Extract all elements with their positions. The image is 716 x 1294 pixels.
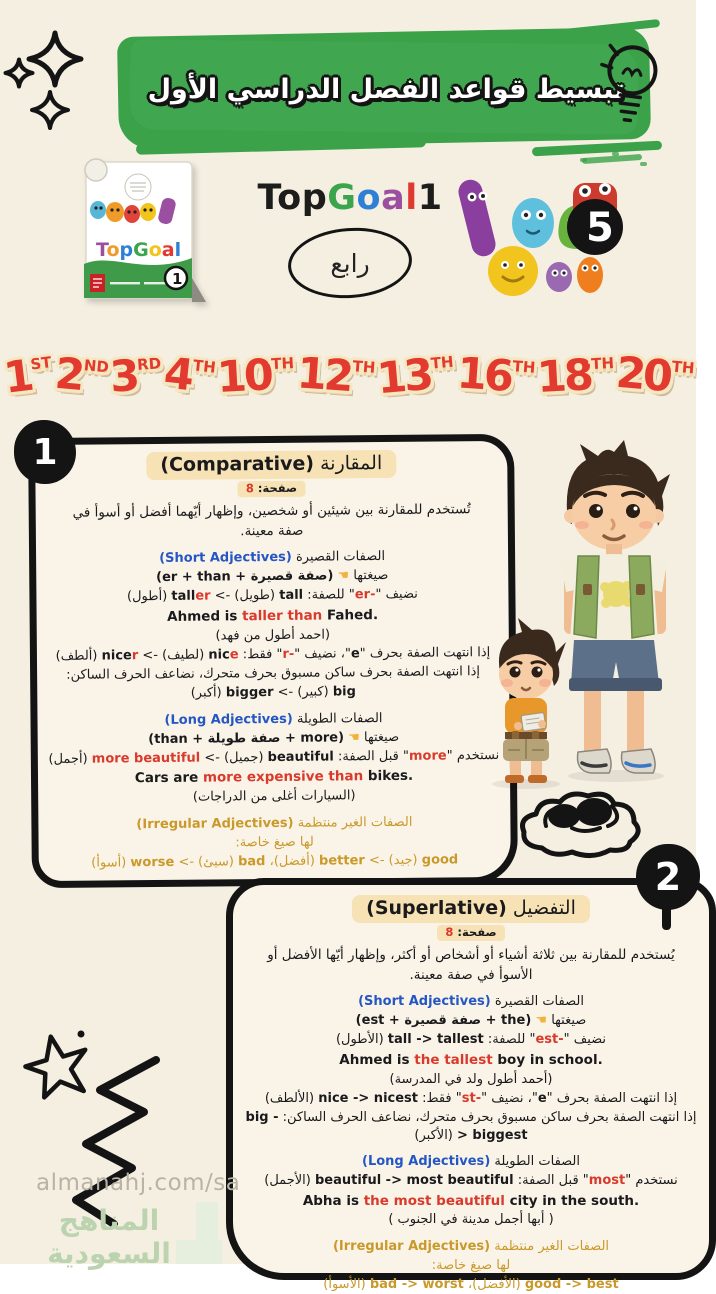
short-adjectives-block (46, 547, 499, 704)
boys-illustration (478, 434, 694, 786)
page-title: تبسيط قواعد الفصل الدراسي الأول (147, 73, 625, 105)
ordinal-item: 10TH (215, 350, 295, 403)
example-line-en: Cars are more expensive than bikes. (134, 767, 414, 787)
ordinal-item: 4TH (161, 348, 218, 402)
irregular-sub: لها صيغ خاصة: (235, 834, 314, 851)
example-line-ar: (أحمد أطول ولد في المدرسة) (389, 1071, 553, 1087)
rule-line: إذا انتهت الصفة بحرف "e"، نضيف "-st" فقط: nice -> nicest (الألطف) (264, 1090, 678, 1106)
short-adjectives-block (245, 993, 697, 1144)
example-line-en: Abha is the most beautiful city in the south. (302, 1192, 640, 1209)
ordinal-item: 2ND (53, 348, 110, 401)
long-adjectives-heading: الصفات الطويلة (Long Adjectives) (362, 1154, 580, 1170)
example-line-ar: (السيارات أغلى من الدراجات) (192, 788, 356, 805)
formula-line: صيغتها ☚ (the + صفة قصيرة + est) (355, 1013, 587, 1029)
logo-title: TopGoal1 (257, 178, 443, 218)
short-adjectives-heading: الصفات القصيرة (Short Adjectives) (159, 549, 386, 567)
irregular-line: good (جيد) -> better (أفضل)، bad (سيئ) -> worse (أسوأ) (91, 852, 459, 871)
page-reference: صفحة: 8 (45, 479, 497, 499)
long-adjectives-heading: الصفات الطويلة (Long Adjectives) (164, 710, 383, 728)
rule-line: نستخدم "more" قبل الصفة: beautiful (جميل) -> more beautiful (أجمل) (48, 748, 500, 767)
number-5-badge (567, 199, 623, 255)
rule-line: إذا انتهت الصفة بحرف "e"، نضيف "-r" فقط: nice (لطيف) -> nicer (ألطف) (55, 644, 491, 664)
irregular-heading: الصفات الغير منتظمة (Irregular Adjectives) (136, 814, 413, 832)
section-1-badge: 1 (14, 420, 76, 484)
book-cover (84, 160, 198, 304)
cloud-scribble-icon (512, 788, 648, 864)
lightbulb-icon (592, 31, 665, 134)
irregular-adjectives-block (245, 1238, 697, 1294)
section-title: المقارنة (Comparative) (146, 450, 396, 480)
section-description: تُستخدم للمقارنة بين شيئين أو شخصين، وإظهار أيّهما أفضل أو أسوأ في صفة معينة. (72, 501, 471, 539)
characters-illustration (455, 165, 660, 313)
example-line-en: Ahmed is taller than Fahed. (167, 606, 379, 625)
ordinal-item: 18TH (535, 350, 614, 403)
rule-line: نستخدم "most" قبل الصفة: beautiful -> most beautiful (الأجمل) (264, 1173, 678, 1189)
short-adjectives-heading: الصفات القصيرة (Short Adjectives) (358, 994, 584, 1010)
ordinal-item: 1ST (1, 350, 53, 404)
ordinal-item: 13TH (374, 349, 455, 405)
section-title: التفضيل (Superlative) (352, 895, 590, 923)
irregular-sub: لها صيغ خاصة: (431, 1258, 511, 1274)
section-comparative (28, 434, 518, 888)
section-2-badge: 2 (636, 844, 700, 910)
rule-example-line: big (كبير) -> bigger (أكبر) (190, 684, 356, 701)
section-superlative (226, 878, 716, 1293)
book-title-text: TopGoal (96, 239, 182, 261)
ordinal-item: 20TH (614, 347, 696, 403)
header-banner (112, 28, 660, 150)
ordinal-item: 16TH (455, 348, 536, 402)
grade-oval (288, 228, 412, 298)
ordinals-row (1, 344, 696, 428)
watermark-name: المناهج السعودية (47, 1204, 171, 1270)
watermark-url: almanahj.com/sa (36, 1170, 241, 1196)
sparkle-icon (30, 90, 70, 130)
long-adjectives-block (245, 1153, 697, 1229)
irregular-line: good -> best (الأفضل)، bad -> worst (الأسوأ) (323, 1277, 619, 1293)
rule-line: إذا انتهت الصفة بحرف ساكن مسبوق بحرف متحرك، نضاعف الحرف الساكن: (66, 664, 481, 683)
example-line-en: Ahmed is the tallest boy in school. (339, 1051, 603, 1068)
group-number-text: 5 (586, 205, 614, 251)
rule-line: نضيف "-est" للصفة: tall -> tallest (الأطول) (335, 1032, 607, 1048)
tall-boy (561, 440, 670, 773)
rule-line: إذا انتهت الصفة بحرف ساكن مسبوق بحرف متحرك، نضاعف الحرف الساكن: big -> biggest (الأكبر) (245, 1109, 697, 1143)
formula-line: صيغتها ☚ (صفة قصيرة + er + than) (156, 568, 389, 586)
rule-line: نضيف "-er" للصفة: tall (طويل) -> taller (أطول) (126, 587, 418, 605)
sparkle-icon (26, 30, 84, 88)
long-adjectives-block (47, 709, 500, 808)
book-number-text: 1 (172, 270, 183, 288)
grade-label: رابع (330, 248, 370, 278)
short-boy (499, 618, 566, 783)
page-reference: صفحة: 8 (245, 925, 697, 941)
ordinal-item: 12TH (295, 348, 377, 402)
example-line-ar: (احمد أطول من فهد) (215, 627, 331, 644)
irregular-adjectives-block (48, 813, 500, 873)
sparkle-icon (4, 58, 34, 88)
formula-line: صيغتها ☚ (more + صفة طويلة + than) (148, 729, 400, 747)
ordinal-item: 3RD (108, 350, 162, 403)
section-description: يُستخدم للمقارنة بين ثلاثة أشياء أو أشخاص أو أكثر، وإظهار أيّها الأفضل أو الأسوأ في صفة معينة. (267, 947, 675, 983)
example-line-ar: ( أبها أجمل مدينة في الجنوب ) (388, 1212, 554, 1228)
irregular-heading: الصفات الغير منتظمة (Irregular Adjectives) (332, 1239, 610, 1255)
